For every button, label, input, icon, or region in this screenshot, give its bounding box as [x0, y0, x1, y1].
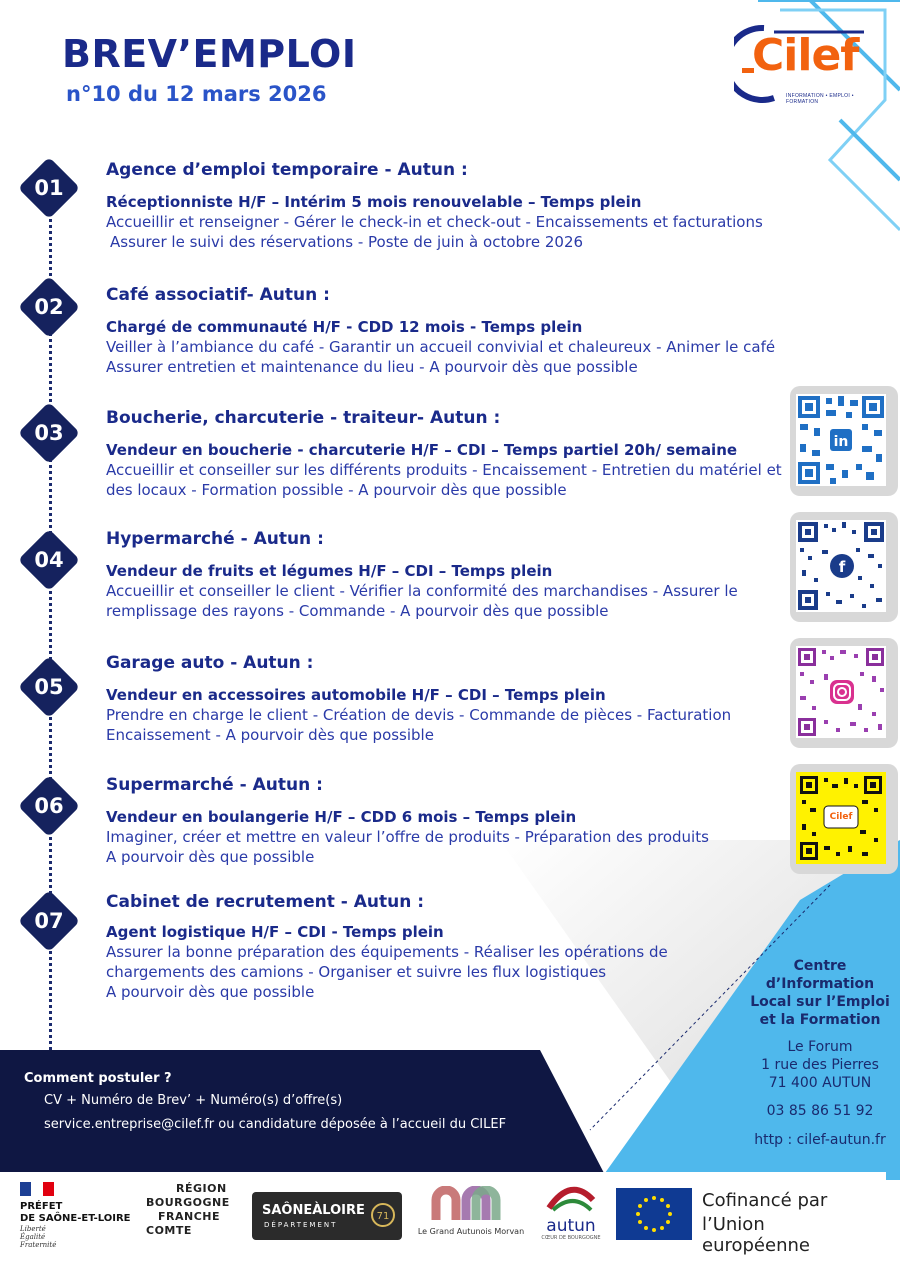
- saone-title: SAÔNEÀLOIRE: [262, 1203, 365, 1218]
- offer-category: Agence d’emploi temporaire - Autun :: [106, 160, 468, 180]
- offer-number: 01: [34, 176, 64, 200]
- offer-description: A pourvoir dès que possible: [106, 983, 315, 1001]
- offer-description: Imaginer, créer et mettre en valeur l’offre de produits - Préparation des produits: [106, 828, 709, 846]
- offer-description: Assurer entretien et maintenance du lieu - A pourvoir dès que possible: [106, 358, 638, 376]
- info-center-name-line: d’Information: [765, 976, 875, 992]
- offer-04: [106, 529, 786, 621]
- offer-description: A pourvoir dès que possible: [106, 848, 315, 866]
- offer-badge-03: [19, 403, 79, 463]
- eu-line: Cofinancé par: [702, 1190, 828, 1211]
- offer-category: Cabinet de recrutement - Autun :: [106, 892, 425, 912]
- offer-02: [106, 285, 786, 377]
- info-center-name-line: et la Formation: [759, 1012, 881, 1028]
- offer-category: Supermarché - Autun :: [106, 775, 323, 795]
- offer-description: Accueillir et conseiller sur les différents produits - Encaissement - Entretien du matériel et: [106, 461, 782, 479]
- region-line: BOURGOGNE: [146, 1196, 230, 1209]
- qr-pattern: [796, 520, 886, 612]
- french-flag-icon: [20, 1182, 54, 1196]
- offer-category: Café associatif- Autun :: [106, 285, 330, 305]
- svg-text:in: in: [833, 434, 849, 450]
- partner-logos: [0, 1172, 886, 1256]
- offer-badge-05: [19, 657, 79, 717]
- snapchat-cilef-label: Cilef: [829, 812, 853, 822]
- logo-tagline: INFORMATION • EMPLOI • FORMATION: [786, 93, 854, 105]
- svg-text:71: 71: [376, 1211, 390, 1222]
- offer-description: Accueillir et renseigner - Gérer le check-in et check-out - Encaissements et facturations: [106, 213, 763, 231]
- offer-description: Encaissement - A pourvoir dès que possible: [106, 726, 434, 744]
- newsletter-title: BREV’EMPLOI: [62, 32, 357, 76]
- saone-subtitle: DÉPARTEMENT: [264, 1221, 338, 1229]
- offer-01: [106, 160, 786, 252]
- prefet-motto: Liberté: [20, 1225, 46, 1233]
- footer-band: [0, 1050, 900, 1175]
- info-center-name-line: Centre: [793, 958, 847, 974]
- address-street: 1 rue des Pierres: [761, 1057, 879, 1073]
- offer-number: 06: [34, 794, 64, 818]
- offer-description: Assurer la bonne préparation des équipements - Réaliser les opérations de: [106, 943, 668, 961]
- grand-autunois-name: Le Grand Autunois Morvan: [417, 1227, 525, 1236]
- snapchat-qr-code[interactable]: [790, 764, 898, 874]
- offer-06: [106, 775, 786, 867]
- offer-description: Prendre en charge le client - Création de devis - Commande de pièces - Facturation: [106, 706, 732, 724]
- region-line: RÉGION: [176, 1182, 227, 1195]
- offer-category: Garage auto - Autun :: [106, 653, 314, 673]
- offer-description: remplissage des rayons - Commande - A pourvoir dès que possible: [106, 602, 609, 620]
- autun-name: autun: [546, 1216, 596, 1236]
- autun-logo: [540, 1182, 602, 1252]
- offer-job-title: Réceptionniste H/F – Intérim 5 mois renouvelable – Temps plein: [106, 193, 642, 211]
- offer-number: 04: [34, 548, 64, 572]
- region-line: FRANCHE: [158, 1210, 220, 1223]
- offer-description: Assurer le suivi des réservations - Poste de juin à octobre 2026: [110, 233, 584, 251]
- offer-badge-06: [19, 776, 79, 836]
- offer-category: Boucherie, charcuterie - traiteur- Autun :: [106, 408, 501, 428]
- address-city: 71 400 AUTUN: [768, 1075, 872, 1091]
- issue-date: n°10 du 12 mars 2026: [66, 82, 327, 106]
- eu-line: l’Union européenne: [702, 1214, 810, 1256]
- info-center-name-line: Local sur l’Emploi: [750, 994, 890, 1010]
- offer-05: [106, 653, 786, 745]
- linkedin-qr-code[interactable]: [790, 386, 898, 496]
- apply-line-email[interactable]: service.entreprise@cilef.fr ou candidature déposée à l’accueil du CILEF: [44, 1117, 507, 1132]
- prefet-line: PRÉFET: [20, 1201, 63, 1212]
- offer-job-title: Vendeur de fruits et légumes H/F – CDI – Temps plein: [106, 562, 553, 580]
- apply-heading: Comment postuler ?: [24, 1071, 172, 1086]
- saone-et-loire-logo: [252, 1192, 402, 1240]
- offer-job-title: Chargé de communauté H/F - CDD 12 mois - Temps plein: [106, 318, 583, 336]
- offer-description: chargements des camions - Organiser et suivre les flux logistiques: [106, 963, 607, 981]
- apply-line-cv: CV + Numéro de Brev’ + Numéro(s) d’offre(s): [44, 1093, 343, 1108]
- svg-text:f: f: [838, 558, 846, 576]
- grand-autunois-mark-icon: [414, 1186, 528, 1222]
- info-center-website[interactable]: http : cilef-autun.fr: [754, 1132, 886, 1148]
- address-place: Le Forum: [787, 1039, 853, 1055]
- qr-pattern: [796, 394, 886, 486]
- offer-badge-01: [19, 158, 79, 218]
- cilef-logo: [734, 20, 874, 105]
- prefet-line: DE SAÔNE-ET-LOIRE: [20, 1213, 131, 1224]
- logo-wordmark: Cilef: [752, 30, 859, 81]
- eu-flag-icon: [616, 1188, 692, 1240]
- grand-autunois-logo: [414, 1186, 528, 1246]
- offer-job-title: Vendeur en boucherie - charcuterie H/F – CDI – Temps partiel 20h/ semaine: [106, 441, 738, 459]
- offer-number: 02: [34, 295, 64, 319]
- offer-07: [106, 892, 706, 1002]
- facebook-qr-code[interactable]: [790, 512, 898, 622]
- info-center-name: [740, 957, 900, 1029]
- offer-category: Hypermarché - Autun :: [106, 529, 324, 549]
- prefet-motto: Égalité: [20, 1233, 46, 1241]
- region-logo: [146, 1182, 238, 1252]
- autun-mark-icon: [543, 1182, 599, 1212]
- offer-description: Accueillir et conseiller le client - Vérifier la conformité des marchandises - Assurer le: [106, 582, 738, 600]
- prefet-motto: Fraternité: [20, 1241, 57, 1249]
- offer-job-title: Vendeur en accessoires automobile H/F – CDI – Temps plein: [106, 686, 606, 704]
- offer-job-title: Agent logistique H/F – CDI - Temps plein: [106, 923, 444, 941]
- prefet-logo: [20, 1182, 140, 1252]
- offer-badge-07: [19, 891, 79, 951]
- offer-description: Veiller à l’ambiance du café - Garantir un accueil convivial et chaleureux - Animer le café: [106, 338, 776, 356]
- info-center-phone[interactable]: 03 85 86 51 92: [766, 1103, 874, 1119]
- offer-badge-02: [19, 277, 79, 337]
- offer-description: des locaux - Formation possible - A pourvoir dès que possible: [106, 481, 567, 499]
- offer-job-title: Vendeur en boulangerie H/F – CDD 6 mois – Temps plein: [106, 808, 577, 826]
- offer-number: 05: [34, 675, 64, 699]
- autun-subtitle: CŒUR DE BOURGOGNE: [541, 1235, 601, 1241]
- qr-pattern: [796, 646, 886, 738]
- region-line: COMTE: [146, 1224, 192, 1237]
- saone-emblem-icon: [370, 1202, 396, 1228]
- offer-03: [106, 408, 786, 500]
- instagram-qr-code[interactable]: [790, 638, 898, 748]
- offer-number: 07: [34, 909, 64, 933]
- eu-cofinancing-logo: [616, 1188, 876, 1256]
- offer-badge-04: [19, 530, 79, 590]
- offer-number: 03: [34, 421, 64, 445]
